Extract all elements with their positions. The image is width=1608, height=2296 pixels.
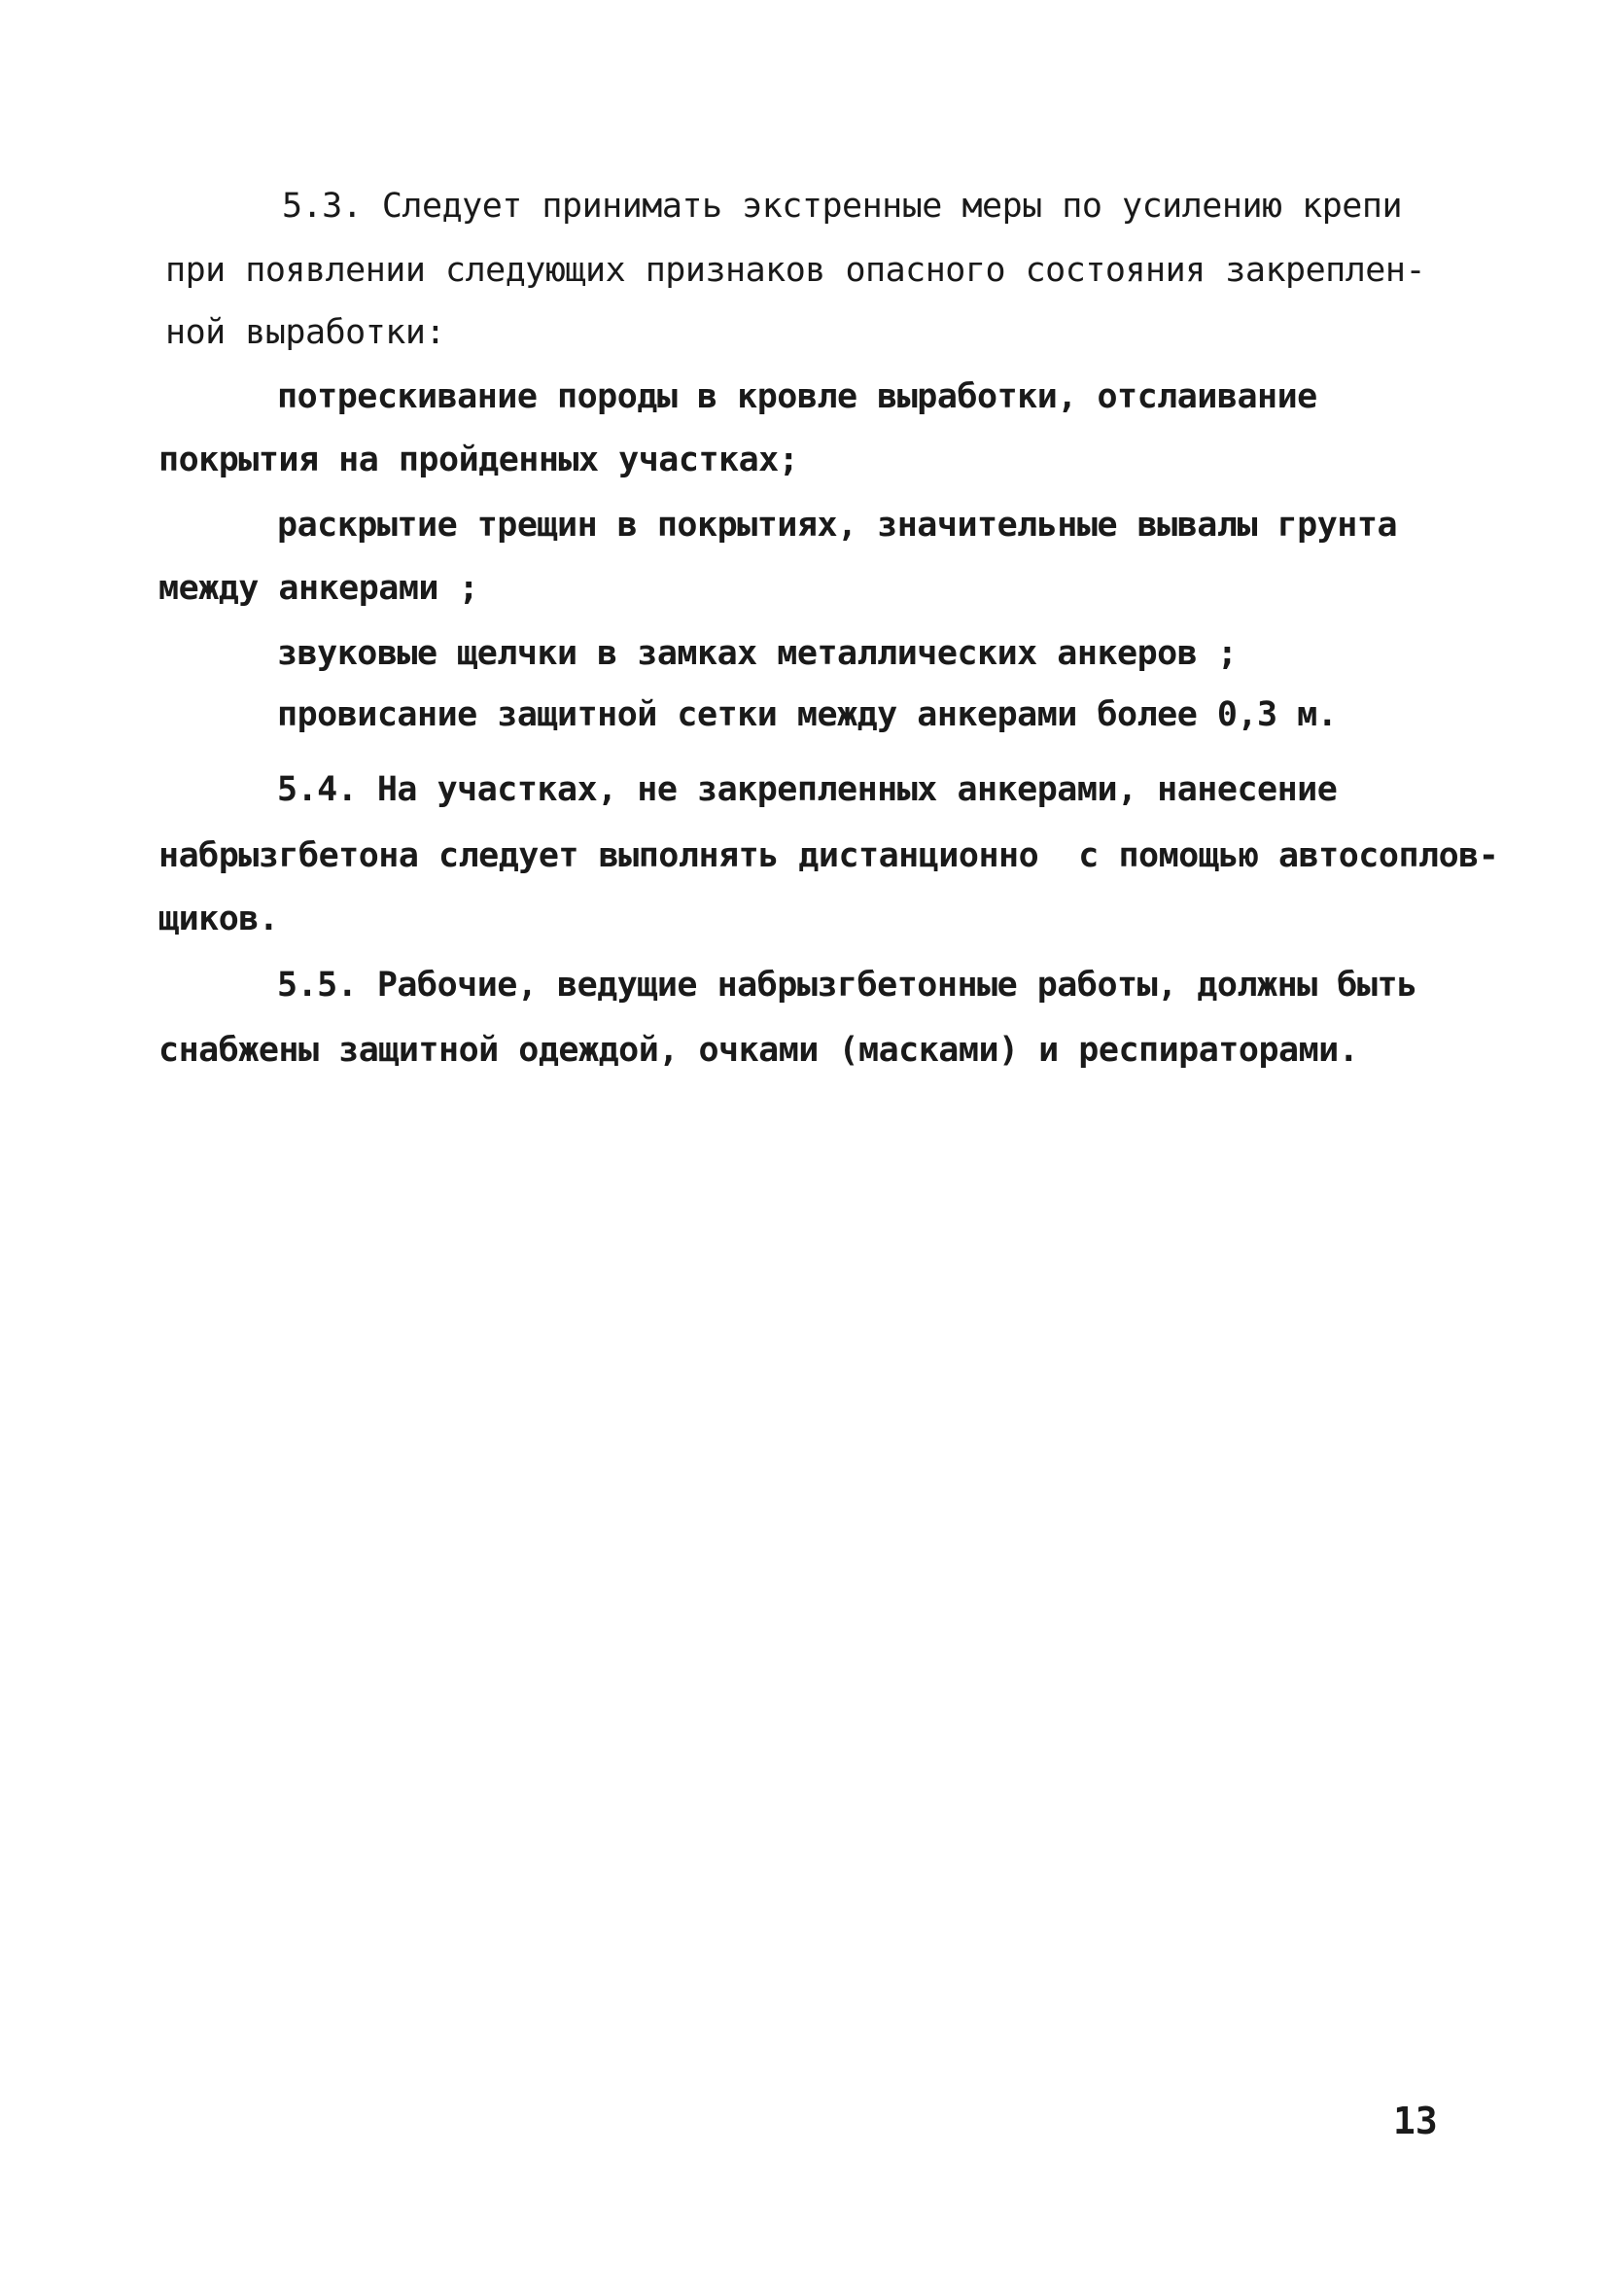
paragraph-5-3-line-3: ной выработки: — [165, 313, 446, 352]
paragraph-5-4-line-2: набрызгбетона следует выполнять дистанционно с помощью автосоплов- — [158, 836, 1499, 875]
paragraph-5-3-line-2: при появлении следующих признаков опасного состояния закреплен- — [165, 251, 1426, 290]
paragraph-5-3-line-1: 5.3. Следует принимать экстренные меры по усилению крепи — [282, 187, 1403, 226]
item-b-line-1: раскрытие трещин в покрытиях, значительные вывалы грунта — [277, 506, 1398, 545]
item-c-line-1: звуковые щелчки в замках металлических анкеров ; — [277, 634, 1238, 673]
page-number: 13 — [1393, 2100, 1438, 2142]
paragraph-5-5-line-1: 5.5. Рабочие, ведущие набрызгбетонные работы, должны быть — [277, 966, 1417, 1005]
item-b-line-2: между анкерами ; — [158, 569, 479, 608]
paragraph-5-4-line-1: 5.4. На участках, не закрепленных анкерами, нанесение — [277, 770, 1338, 809]
item-a-line-1: потрескивание породы в кровле выработки, отслаивание — [277, 377, 1317, 416]
paragraph-5-5-line-2: снабжены защитной одеждой, очками (масками) и респираторами. — [158, 1031, 1359, 1070]
item-a-line-2: покрытия на пройденных участках; — [158, 441, 799, 479]
item-d-line-1: провисание защитной сетки между анкерами более 0,3 м. — [277, 695, 1338, 734]
paragraph-5-4-line-3: щиков. — [158, 900, 279, 938]
